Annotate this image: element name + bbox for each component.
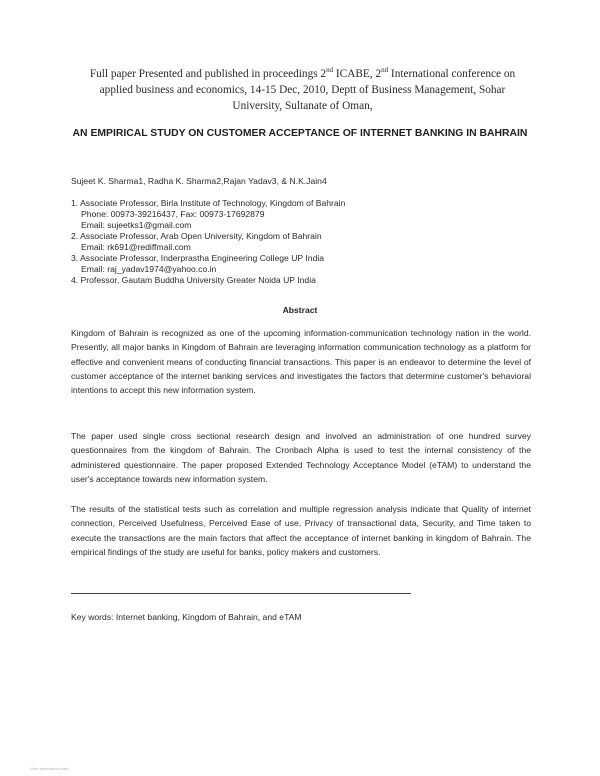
affiliation-list: [71, 198, 531, 286]
separator-rule: [71, 593, 411, 594]
affiliation-email: Email: sujeetks1@gmail.com: [81, 220, 192, 230]
affiliation-email: Email: raj_yadav1974@yahoo.co.in: [81, 264, 217, 274]
abstract-heading: Abstract: [282, 305, 318, 315]
publication-stats-footer: View publication stats: [30, 766, 69, 771]
affiliation-line: 1. Associate Professor, Birla Institute of Technology, Kingdom of Bahrain: [71, 198, 346, 208]
keywords: Key words: Internet banking, Kingdom of Bahrain, and eTAM: [71, 612, 302, 622]
affiliation-line: 4. Professor, Gautam Buddha University Greater Noida UP India: [71, 275, 316, 285]
conference-note-text: International conference on applied business and economics, 14-15 Dec, 2010, Deptt of Business Management, Sohar University, Sultanate of Oman,: [99, 68, 516, 112]
ordinal-superscript: nd: [381, 66, 389, 75]
conference-note: [80, 66, 525, 114]
abstract-paragraph: The results of the statistical tests such as correlation and multiple regression analysis indicate that Quality of internet connection, Perceived Usefulness, Perceived Ease of use, Privacy of transactional data, Security, and Time taken to execute the transactions are the main factors that affect the acceptance of internet banking in kingdom of Bahrain. The empirical findings of the study are useful for banks, policy makers and customers.: [71, 504, 531, 557]
abstract-paragraph: The paper used single cross sectional research design and involved an administration of one hundred survey questionnaires from the kingdom of Bahrain. The Cronbach Alpha is used to test the internal consistency of the administered questionnaire. The paper proposed Extended Technology Acceptance Model (eTAM) to understand the user's acceptance towards new information system.: [71, 431, 531, 484]
paper-title: AN EMPIRICAL STUDY ON CUSTOMER ACCEPTANCE OF INTERNET BANKING IN BAHRAIN: [72, 128, 528, 139]
author-list: Sujeet K. Sharma1, Radha K. Sharma2,Rajan Yadav3, & N.K.Jain4: [71, 176, 327, 186]
abstract-paragraph: Kingdom of Bahrain is recognized as one of the upcoming information-communication technology nation in the world. Presently, all major banks in Kingdom of Bahrain are leveraging information communication technology as a platform for effective and convenient means of conducting financial transactions. This paper is an endeavor to determine the level of customer acceptance of the internet banking services and investigates the factors that determine customer's behavioral intentions to accept this new information system.: [71, 328, 531, 396]
ordinal-superscript: nd: [326, 66, 334, 75]
affiliation-email: Email: rk691@rediffmail.com: [81, 242, 191, 252]
affiliation-line: 2. Associate Professor, Arab Open University, Kingdom of Bahrain: [71, 231, 322, 241]
affiliation-line: 3. Associate Professor, Inderprastha Engineering College UP India: [71, 253, 325, 263]
conference-note-text: ICABE, 2: [333, 68, 382, 80]
affiliation-phone: Phone: 00973-39216437, Fax: 00973-17692879: [81, 209, 265, 219]
conference-note-text: Full paper Presented and published in proceedings 2: [89, 68, 327, 80]
